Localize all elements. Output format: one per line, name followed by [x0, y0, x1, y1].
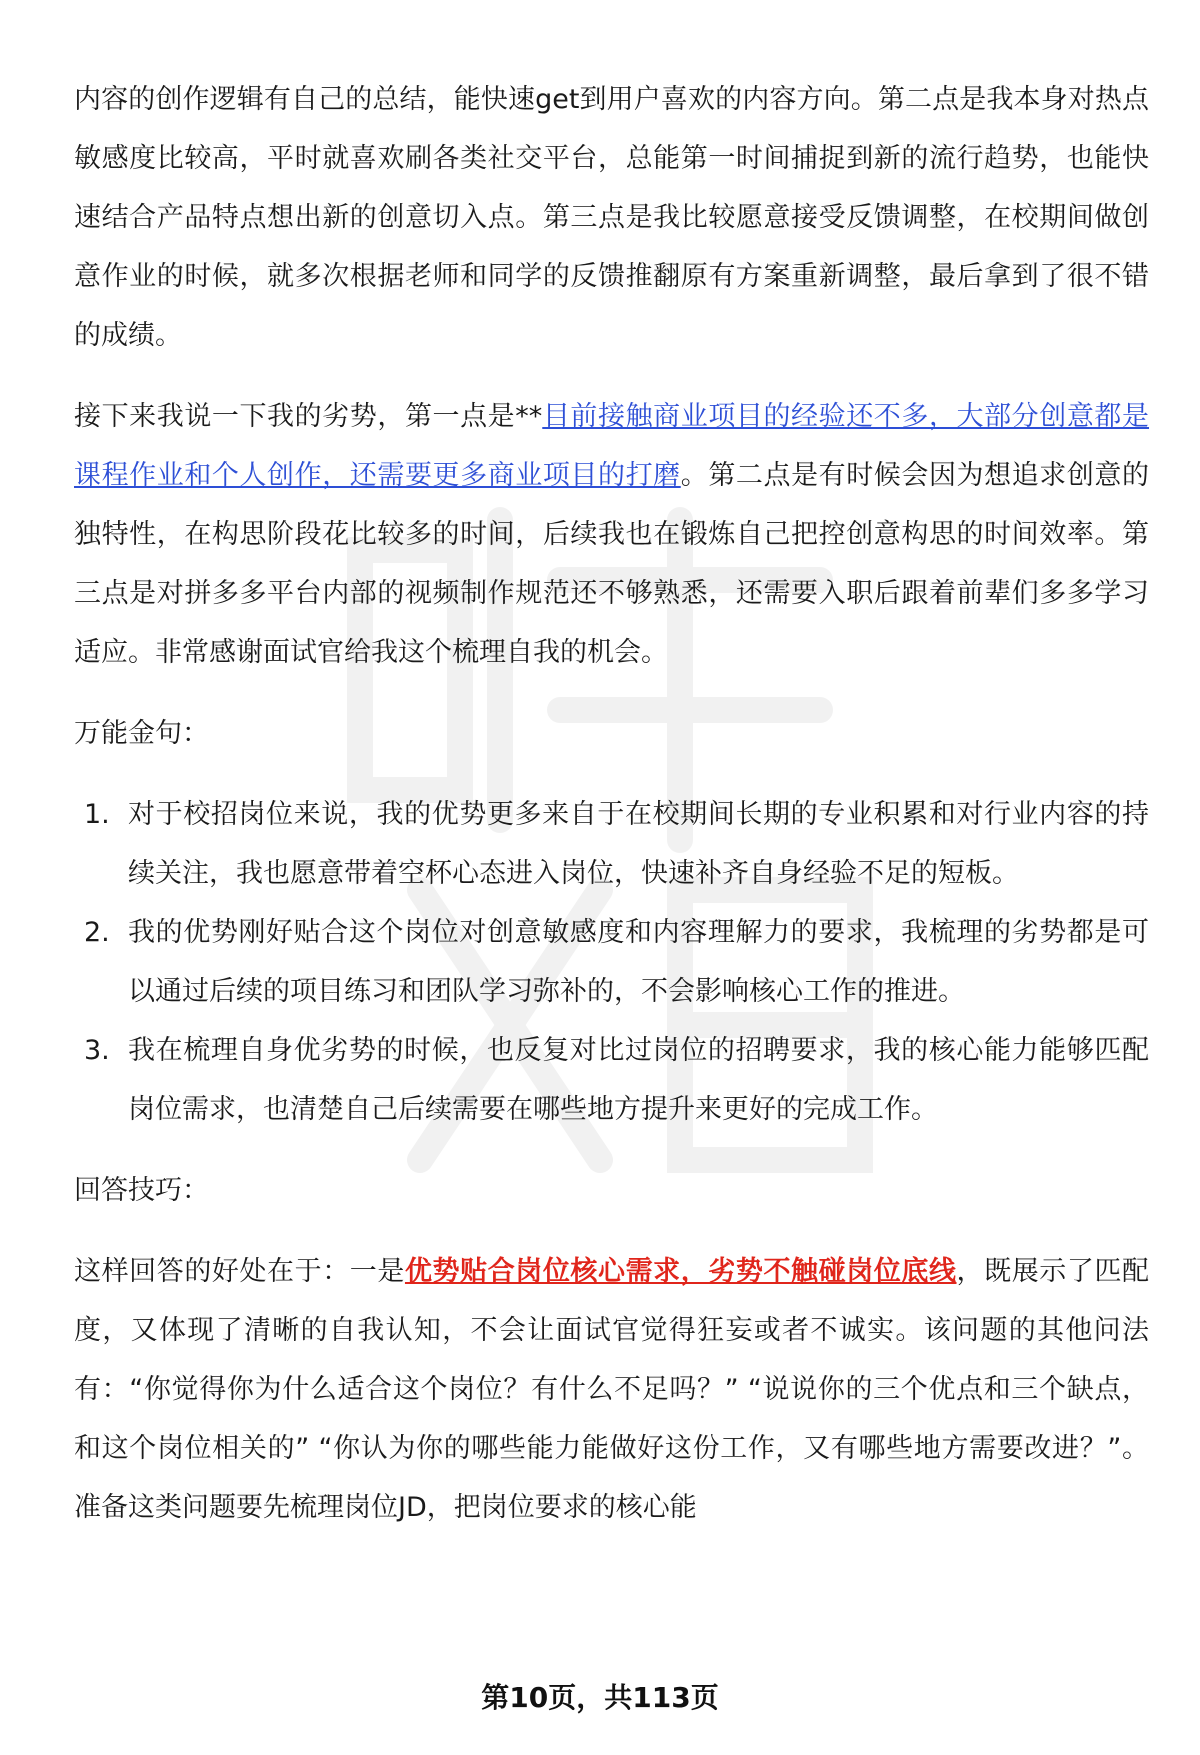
page-footer: 第10页，共113页: [481, 1681, 719, 1714]
list-item: [74, 785, 1149, 903]
list-number: 3.: [84, 1035, 110, 1066]
weakness-link[interactable]: 目前接触商业项目的经验还不多，大部分创意都是课程作业和个人创作，还需要更多商业项目的打磨: [74, 401, 1150, 491]
list-text: 对于校招岗位来说，我的优势更多来自于在校期间长期的专业积累和对行业内容的持续关注，我也愿意带着空杯心态进入岗位，快速补齐自身经验不足的短板。: [128, 799, 1149, 889]
list-number: 1.: [84, 799, 110, 830]
paragraph-weaknesses: [74, 387, 1149, 682]
phrases-list: [74, 785, 1149, 1139]
heading-phrases: 万能金句：: [74, 718, 209, 749]
tips-rest: ，既展示了匹配度，又体现了清晰的自我认知，不会让面试官觉得狂妄或者不诚实。该问题的其他问法有：“你觉得你为什么适合这个岗位？有什么不足吗？” “说说你的三个优点和三个缺点，和这个岗位相关的” “你认为你的哪些能力能做好这份工作，又有哪些地方需要改进？”。准备这类问题要先梳理岗位JD，把岗位要求的核心能: [74, 1256, 1150, 1523]
tips-emphasis: 优势贴合岗位核心需求，劣势不触碰岗位底线: [404, 1256, 957, 1287]
list-text: 我的优势刚好贴合这个岗位对创意敏感度和内容理解力的要求，我梳理的劣势都是可以通过后续的项目练习和团队学习弥补的，不会影响核心工作的推进。: [128, 917, 1149, 1007]
paragraph-strengths: 内容的创作逻辑有自己的总结，能快速get到用户喜欢的内容方向。第二点是我本身对热点敏感度比较高，平时就喜欢刷各类社交平台，总能第一时间捕捉到新的流行趋势，也能快速结合产品特点想出新的创意切入点。第三点是我比较愿意接受反馈调整，在校期间做创意作业的时候，就多次根据老师和同学的反馈推翻原有方案重新调整，最后拿到了很不错的成绩。: [74, 84, 1149, 351]
list-text: 我在梳理自身优劣势的时候，也反复对比过岗位的招聘要求，我的核心能力能够匹配岗位需求，也清楚自己后续需要在哪些地方提升来更好的完成工作。: [128, 1035, 1149, 1125]
list-number: 2.: [84, 917, 110, 948]
document-body: [74, 70, 1149, 1537]
paragraph-tips: [74, 1242, 1149, 1537]
heading-tips: 回答技巧：: [74, 1175, 209, 1206]
list-item: [74, 1021, 1149, 1139]
weakness-rest: 。第二点是有时候会因为想追求创意的独特性，在构思阶段花比较多的时间，后续我也在锻炼自己把控创意构思的时间效率。第三点是对拼多多平台内部的视频制作规范还不够熟悉，还需要入职后跟着前辈们多多学习适应。非常感谢面试官给我这个梳理自我的机会。: [74, 460, 1150, 668]
weakness-lead: 接下来我说一下我的劣势，第一点是**: [74, 401, 543, 432]
list-item: [74, 903, 1149, 1021]
tips-lead: 这样回答的好处在于：一是: [74, 1256, 405, 1287]
